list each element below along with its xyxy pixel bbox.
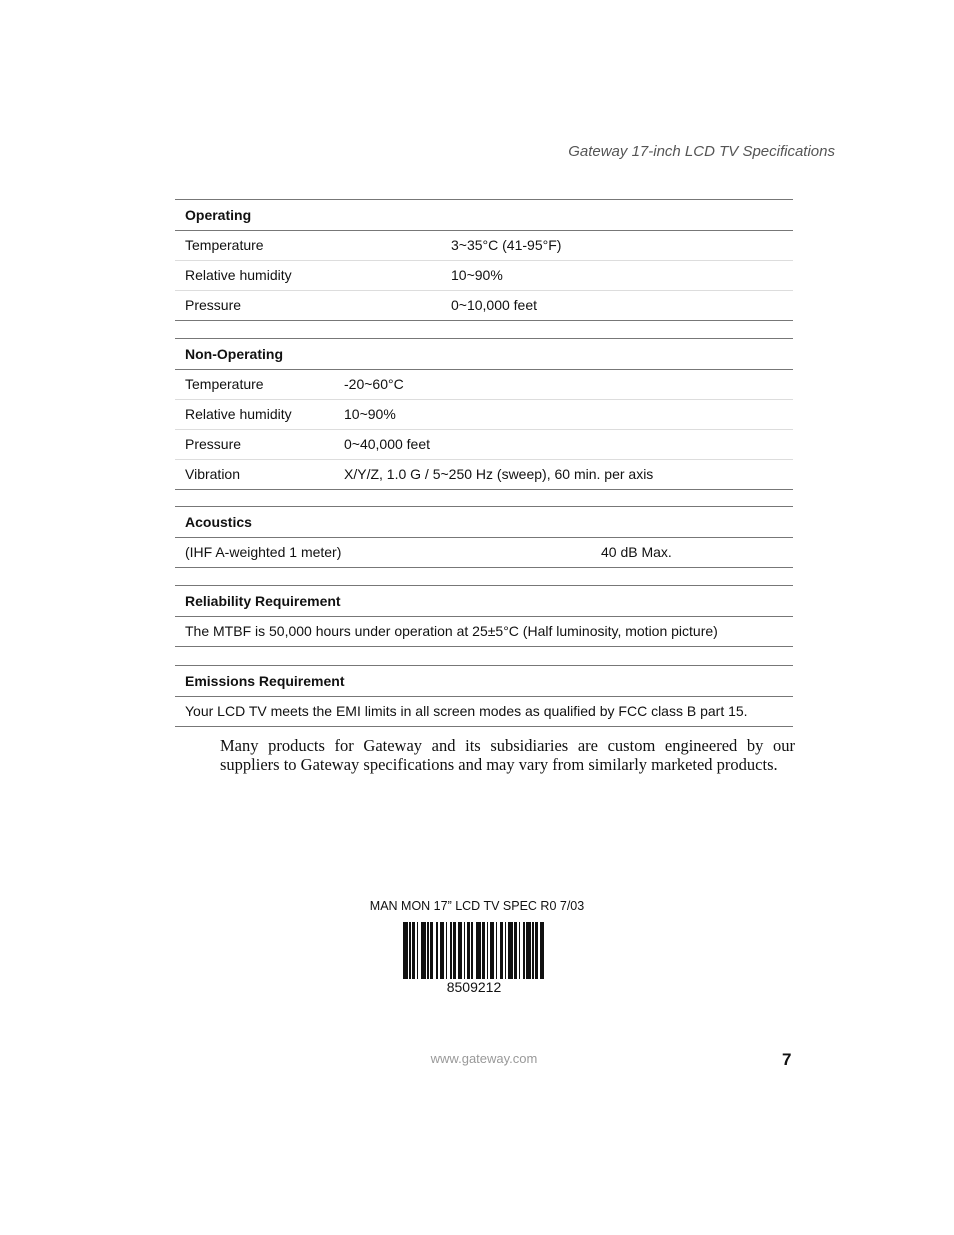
row-label: Temperature — [185, 376, 264, 392]
barcode-image — [403, 922, 545, 979]
reliability-table — [175, 585, 793, 647]
non-operating-title: Non-Operating — [175, 339, 793, 370]
row-value: 10~90% — [344, 406, 396, 422]
row-label: Pressure — [185, 436, 242, 452]
table-row — [175, 370, 793, 400]
table-row — [175, 617, 793, 646]
table-row — [175, 538, 793, 567]
row-value: 40 dB Max. — [601, 544, 672, 560]
barcode-caption: MAN MON 17” LCD TV SPEC R0 7/03 — [369, 899, 585, 913]
acoustics-title: Acoustics — [175, 507, 793, 538]
footer-url: www.gateway.com — [430, 1051, 538, 1066]
row-value: 0~40,000 feet — [344, 436, 431, 452]
reliability-text: The MTBF is 50,000 hours under operation at 25±5°C (Half luminosity, motion picture) — [185, 623, 718, 639]
row-label: (IHF A-weighted 1 meter) — [185, 544, 342, 560]
running-head: Gateway 17-inch LCD TV Specifications — [568, 143, 835, 160]
emissions-table — [175, 665, 793, 727]
barcode-bar — [540, 922, 545, 979]
row-label: Relative humidity — [185, 406, 292, 422]
non-operating-table — [175, 338, 793, 490]
row-label: Vibration — [185, 466, 241, 482]
table-row — [175, 430, 793, 460]
table-row — [175, 460, 793, 489]
table-row — [175, 231, 793, 261]
table-row — [175, 291, 793, 320]
row-value: -20~60°C — [344, 376, 404, 392]
barcode-number: 8509212 — [446, 979, 502, 995]
row-label: Temperature — [185, 237, 264, 253]
table-row — [175, 697, 793, 726]
emissions-text: Your LCD TV meets the EMI limits in all screen modes as qualified by FCC class B part 15. — [185, 703, 748, 719]
operating-title: Operating — [175, 200, 793, 231]
acoustics-table — [175, 506, 793, 568]
table-row — [175, 400, 793, 430]
row-value: X/Y/Z, 1.0 G / 5~250 Hz (sweep), 60 min. per axis — [344, 466, 654, 482]
reliability-title: Reliability Requirement — [175, 586, 793, 617]
row-value: 10~90% — [451, 267, 503, 283]
row-label: Relative humidity — [185, 267, 292, 283]
disclaimer-paragraph: Many products for Gateway and its subsidiaries are custom engineered by our suppliers to Gateway specifications and may vary from similarly marketed products. — [220, 736, 795, 774]
emissions-title: Emissions Requirement — [175, 666, 793, 697]
row-label: Pressure — [185, 297, 242, 313]
page-number: 7 — [782, 1050, 792, 1069]
operating-table — [175, 199, 793, 321]
row-value: 3~35°C (41-95°F) — [451, 237, 562, 253]
table-row — [175, 261, 793, 291]
row-value: 0~10,000 feet — [451, 297, 538, 313]
